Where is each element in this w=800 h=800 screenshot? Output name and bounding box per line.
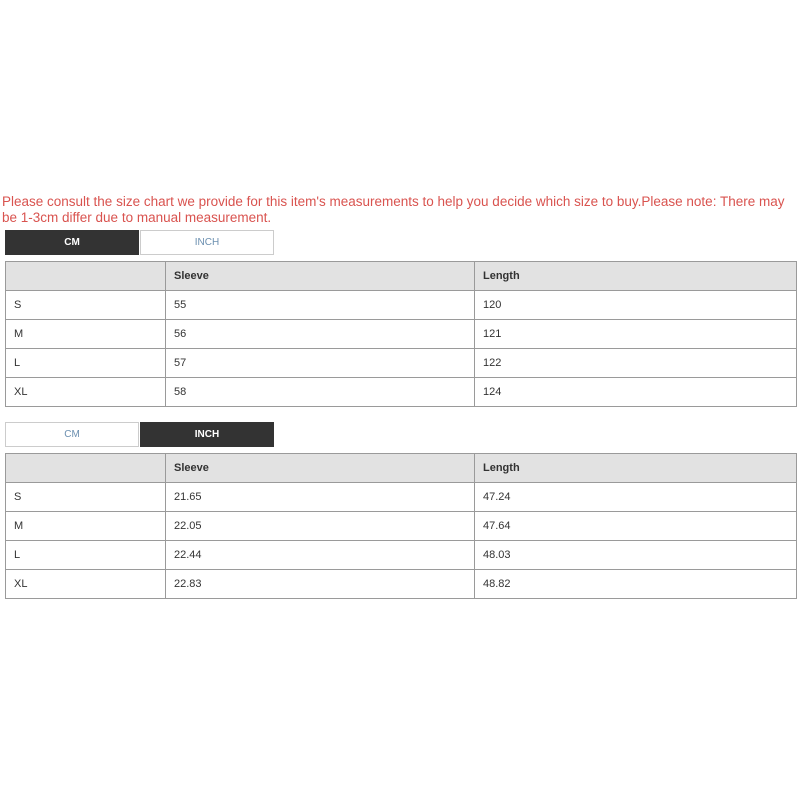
table-row	[6, 349, 797, 378]
size-cell: S	[6, 483, 166, 512]
sleeve-cell: 55	[166, 291, 475, 320]
table-row	[6, 320, 797, 349]
size-chart-notice: Please consult the size chart we provide for this item's measurements to help you decide which size to buy.Please note: There may be 1-3cm differ due to manual measurement.	[2, 194, 785, 225]
size-table-inch	[5, 453, 797, 599]
table-row	[6, 570, 797, 599]
tab-cm[interactable]: CM	[5, 230, 139, 255]
header-sleeve: Sleeve	[166, 454, 475, 483]
tab-cm[interactable]: CM	[5, 422, 139, 447]
length-cell: 121	[475, 320, 797, 349]
table-row	[6, 378, 797, 407]
size-cell: S	[6, 291, 166, 320]
sleeve-cell: 58	[166, 378, 475, 407]
header-size	[6, 262, 166, 291]
size-table-cm	[5, 261, 797, 407]
unit-tabs-inch-section	[5, 422, 274, 447]
length-cell: 47.24	[475, 483, 797, 512]
size-cell: M	[6, 512, 166, 541]
size-cell: M	[6, 320, 166, 349]
tab-inch[interactable]: INCH	[140, 230, 274, 255]
header-length: Length	[475, 454, 797, 483]
length-cell: 48.03	[475, 541, 797, 570]
unit-tabs-cm-section	[5, 230, 274, 255]
size-cell: L	[6, 541, 166, 570]
sleeve-cell: 22.44	[166, 541, 475, 570]
table-row	[6, 483, 797, 512]
table-header-row	[6, 454, 797, 483]
size-cell: XL	[6, 570, 166, 599]
table-row	[6, 512, 797, 541]
table-row	[6, 541, 797, 570]
table-row	[6, 291, 797, 320]
header-length: Length	[475, 262, 797, 291]
size-cell: XL	[6, 378, 166, 407]
sleeve-cell: 22.05	[166, 512, 475, 541]
size-cell: L	[6, 349, 166, 378]
sleeve-cell: 22.83	[166, 570, 475, 599]
length-cell: 47.64	[475, 512, 797, 541]
sleeve-cell: 57	[166, 349, 475, 378]
length-cell: 120	[475, 291, 797, 320]
length-cell: 122	[475, 349, 797, 378]
header-size	[6, 454, 166, 483]
length-cell: 48.82	[475, 570, 797, 599]
table-header-row	[6, 262, 797, 291]
length-cell: 124	[475, 378, 797, 407]
tab-inch[interactable]: INCH	[140, 422, 274, 447]
header-sleeve: Sleeve	[166, 262, 475, 291]
sleeve-cell: 21.65	[166, 483, 475, 512]
sleeve-cell: 56	[166, 320, 475, 349]
